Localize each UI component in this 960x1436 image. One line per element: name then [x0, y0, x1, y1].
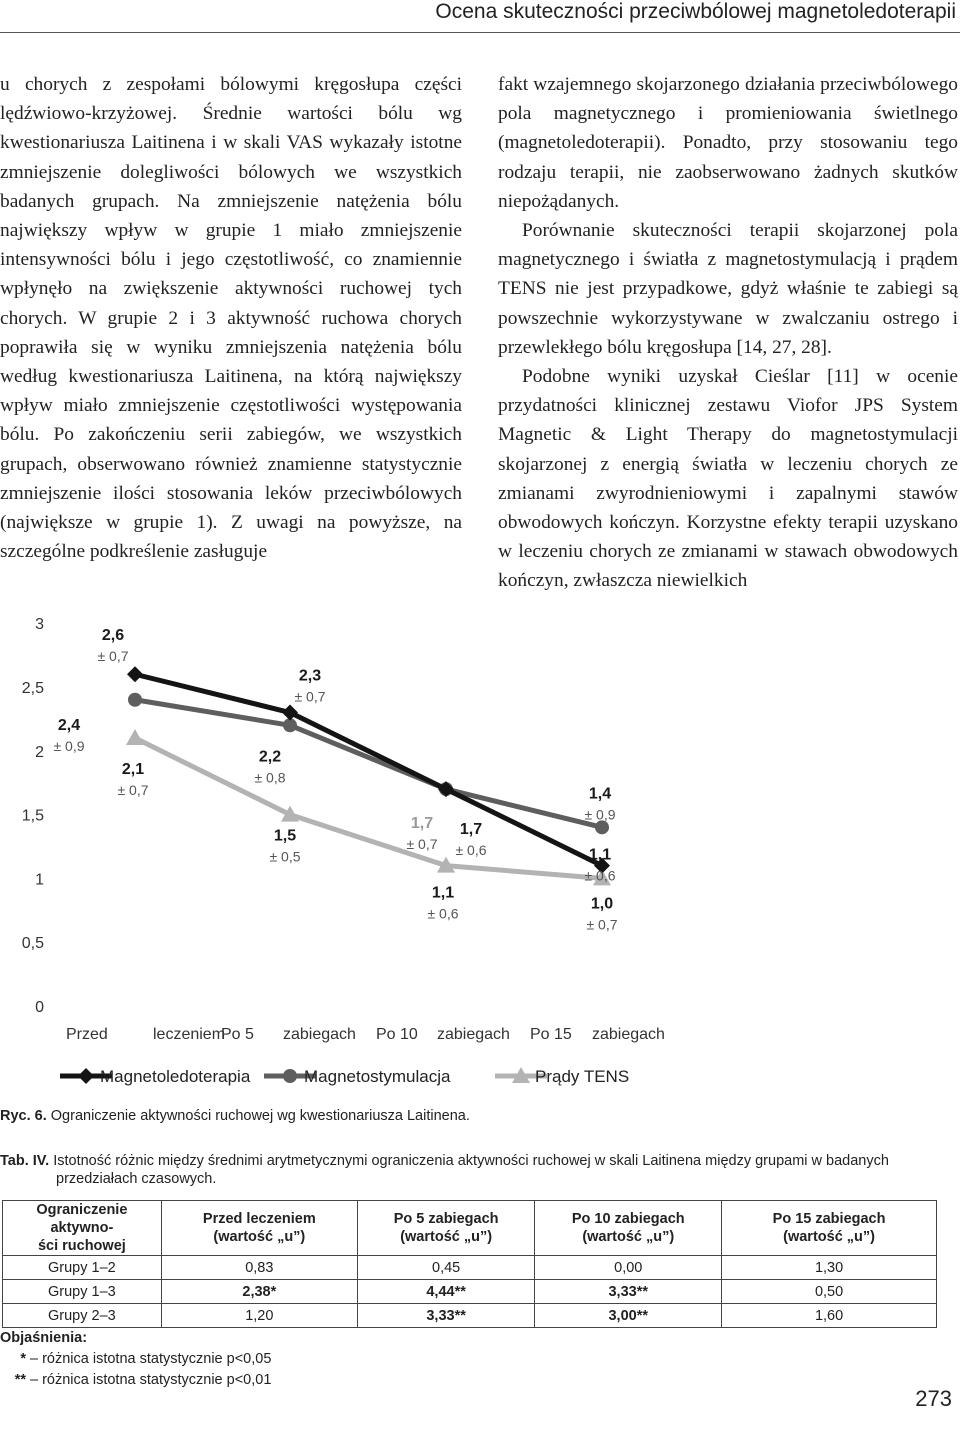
table-cell: 3,33** — [357, 1304, 534, 1328]
x-tick-label: zabiegach — [437, 1026, 510, 1043]
table-header-cell: Po 15 zabiegach (wartość „u”) — [722, 1201, 937, 1256]
data-value-label: 1,5 — [273, 827, 297, 845]
table-header-row — [3, 1201, 937, 1256]
left-column — [0, 70, 462, 566]
x-tick-label: Po 15 — [530, 1026, 572, 1043]
table-caption-text-cont: przedziałach czasowych. — [56, 1171, 217, 1187]
table-cell: 2,38* — [161, 1280, 357, 1304]
table-header-cell: Ograniczenie aktywno- ści ruchowej — [3, 1201, 162, 1256]
y-tick-label: 1 — [35, 871, 44, 889]
table-cell: 0,50 — [722, 1280, 937, 1304]
table-cell: 3,00** — [535, 1304, 722, 1328]
y-tick-label: 3 — [35, 616, 44, 634]
table-cell: 4,44** — [357, 1280, 534, 1304]
table-cell: 0,45 — [357, 1256, 534, 1280]
data-sd-label: ± 0,7 — [586, 916, 618, 933]
series-line — [135, 700, 602, 828]
legend-label: Prądy TENS — [535, 1067, 630, 1086]
table-cell: 3,33** — [535, 1280, 722, 1304]
data-sd-label: ± 0,7 — [117, 782, 149, 799]
data-value-label: 1,1 — [431, 884, 455, 902]
right-paragraph-2: Porównanie skuteczności terapii skojarzonej pola magnetycznego i światła z magnetostymulacją i prądem TENS nie jest przypadkowe, gdyż właśnie te zabiegi są powszechnie wykorzystywane w zwalczaniu ostrego i przewlekłego bólu kręgosłupa [14, 27, 28]. — [498, 220, 958, 358]
data-sd-label: ± 0,7 — [294, 688, 326, 705]
table-row — [3, 1304, 937, 1328]
right-paragraph-3: Podobne wyniki uzyskał Cieślar [11] w ocenie przydatności klinicznej zestawu Viofor JPS System Magnetic & Light Therapy do magnetostymulacji skojarzonej z energią światła w leczeniu chorych ze zmianami zwyrodnieniowymi i zapalnymi stawów obwodowych kończyn. Korzystne efekty terapii uzyskano w leczeniu chorych ze zmianami w stawach obwodowych kończyn, zwłaszcza niewielkich — [498, 366, 958, 592]
table-header-cell: Przed leczeniem (wartość „u”) — [161, 1201, 357, 1256]
table-cell: 1,20 — [161, 1304, 357, 1328]
chart-legend — [60, 1067, 629, 1086]
right-column — [498, 70, 958, 596]
legend-label: Magnetostymulacja — [304, 1067, 451, 1086]
table-header-cell: Po 10 zabiegach (wartość „u”) — [535, 1201, 722, 1256]
x-tick-label: zabiegach — [283, 1026, 356, 1043]
data-sd-label: ± 0,6 — [584, 867, 616, 884]
table-row — [3, 1280, 937, 1304]
table-notes — [0, 1328, 271, 1391]
left-paragraph: u chorych z zespołami bólowymi kręgosłupa części lędźwiowo-krzyżowej. Średnie wartości bólu wg kwestionariusza Laitinena i w skali VAS wykazały istotne zmniejszenie dolegliwości bólowych we wszystkich badanych grupach. Na zmniejszenie natężenia bólu największy wpływ w grupie 1 miało zmniejszenie intensywności bólu i jego częstotliwość, co znamiennie wpłynęło na zwiększenie aktywności ruchowej tych chorych. W grupie 2 i 3 aktywność ruchowa chorych poprawiła się w wyniku zmniejszenia natężenia bólu według kwestionariusza Laitinena, na którą największy wpływ miało zmniejszenie częstotliwości występowania bólu. Po zakończeniu serii zabiegów, we wszystkich grupach, obserwowano również znamienne statystycznie zmniejszenie ilości stosowania leków przeciwbólowych (największe w grupie 1). Z uwagi na powyższe, na szczególne podkreślenie zasługuje — [0, 74, 462, 563]
data-point — [127, 666, 143, 682]
table-cell: 0,00 — [535, 1256, 722, 1280]
y-axis-ticks — [22, 616, 44, 1016]
figure-caption-text: Ograniczenie aktywności ruchowej wg kwestionariusza Laitinena. — [50, 1108, 470, 1124]
table-caption — [0, 1152, 940, 1188]
x-tick-label: Przed — [66, 1026, 108, 1043]
data-sd-label: ± 0,6 — [427, 905, 459, 922]
data-point — [126, 729, 144, 745]
y-tick-label: 0 — [35, 999, 44, 1016]
table-caption-text: Istotność różnic między średnimi arytmetycznymi ograniczenia aktywności ruchowej w skali Laitinena między grupami w badanych — [53, 1153, 889, 1169]
table-cell: 1,30 — [722, 1256, 937, 1280]
x-tick-label: Po 10 — [376, 1026, 418, 1043]
table-cell: Grupy 2–3 — [3, 1304, 162, 1328]
data-value-label: 2,1 — [121, 761, 145, 779]
data-point — [438, 781, 454, 797]
legend-marker — [283, 1069, 297, 1083]
legend-label: Magnetoledoterapia — [100, 1067, 251, 1086]
data-point — [128, 693, 142, 707]
table-cell: Grupy 1–3 — [3, 1280, 162, 1304]
data-sd-label: ± 0,5 — [269, 848, 301, 865]
data-value-label: 1,7 — [410, 815, 434, 833]
x-tick-label: Po 5 — [221, 1026, 254, 1043]
note-text: – różnica istotna statystycznie p<0,05 — [30, 1351, 272, 1367]
x-axis-ticks — [66, 1026, 665, 1043]
note-item — [0, 1370, 271, 1391]
note-item — [0, 1349, 271, 1370]
data-value-label: 2,3 — [298, 667, 322, 685]
header-rule — [0, 32, 960, 33]
data-sd-label: ± 0,9 — [584, 806, 616, 823]
table-cell: 0,83 — [161, 1256, 357, 1280]
data-value-label: 1,1 — [588, 846, 612, 864]
y-tick-label: 0,5 — [21, 935, 44, 953]
data-value-label: 1,7 — [459, 821, 483, 839]
figure-caption-label: Ryc. 6. — [0, 1108, 47, 1124]
table-cell: 1,60 — [722, 1304, 937, 1328]
note-mark: * — [20, 1351, 26, 1367]
page-number: 273 — [915, 1386, 952, 1411]
data-value-label: 1,0 — [590, 895, 614, 913]
note-mark: ** — [14, 1372, 26, 1388]
table-cell: Grupy 1–2 — [3, 1256, 162, 1280]
data-value-label: 2,4 — [57, 716, 81, 734]
line-chart — [0, 600, 700, 1100]
x-tick-label: leczeniem — [153, 1026, 226, 1043]
data-point — [595, 820, 609, 834]
data-value-label: 2,2 — [258, 748, 282, 766]
table-header-cell: Po 5 zabiegach (wartość „u”) — [357, 1201, 534, 1256]
figure-caption — [0, 1108, 470, 1124]
y-tick-label: 1,5 — [21, 807, 44, 825]
y-tick-label: 2 — [35, 743, 44, 761]
y-tick-label: 2,5 — [21, 680, 44, 697]
data-sd-label: ± 0,8 — [254, 769, 286, 786]
table-row — [3, 1256, 937, 1280]
data-value-label: 1,4 — [588, 785, 612, 803]
data-sd-label: ± 0,9 — [53, 737, 85, 754]
note-text: – różnica istotna statystycznie p<0,01 — [30, 1372, 272, 1388]
results-table — [2, 1200, 937, 1328]
right-paragraph-1: fakt wzajemnego skojarzonego działania przeciwbólowego pola magnetycznego i promieniowania świetlnego (magnetoledoterapii). Ponadto, przy stosowaniu tego rodzaju terapii, nie zaobserwowano żadnych skutków niepożądanych. — [498, 74, 958, 212]
data-point — [282, 705, 298, 721]
notes-title: Objaśnienia: — [0, 1330, 88, 1346]
data-sd-label: ± 0,7 — [406, 836, 438, 853]
data-sd-label: ± 0,7 — [97, 648, 129, 665]
series-layer — [126, 666, 611, 885]
legend-marker — [78, 1068, 94, 1084]
running-header: Ocena skuteczności przeciwbólowej magnetoledoterapii — [435, 0, 956, 23]
x-tick-label: zabiegach — [592, 1026, 665, 1043]
data-value-label: 2,6 — [101, 627, 125, 645]
data-sd-label: ± 0,6 — [455, 842, 487, 859]
table-caption-label: Tab. IV. — [0, 1153, 50, 1169]
